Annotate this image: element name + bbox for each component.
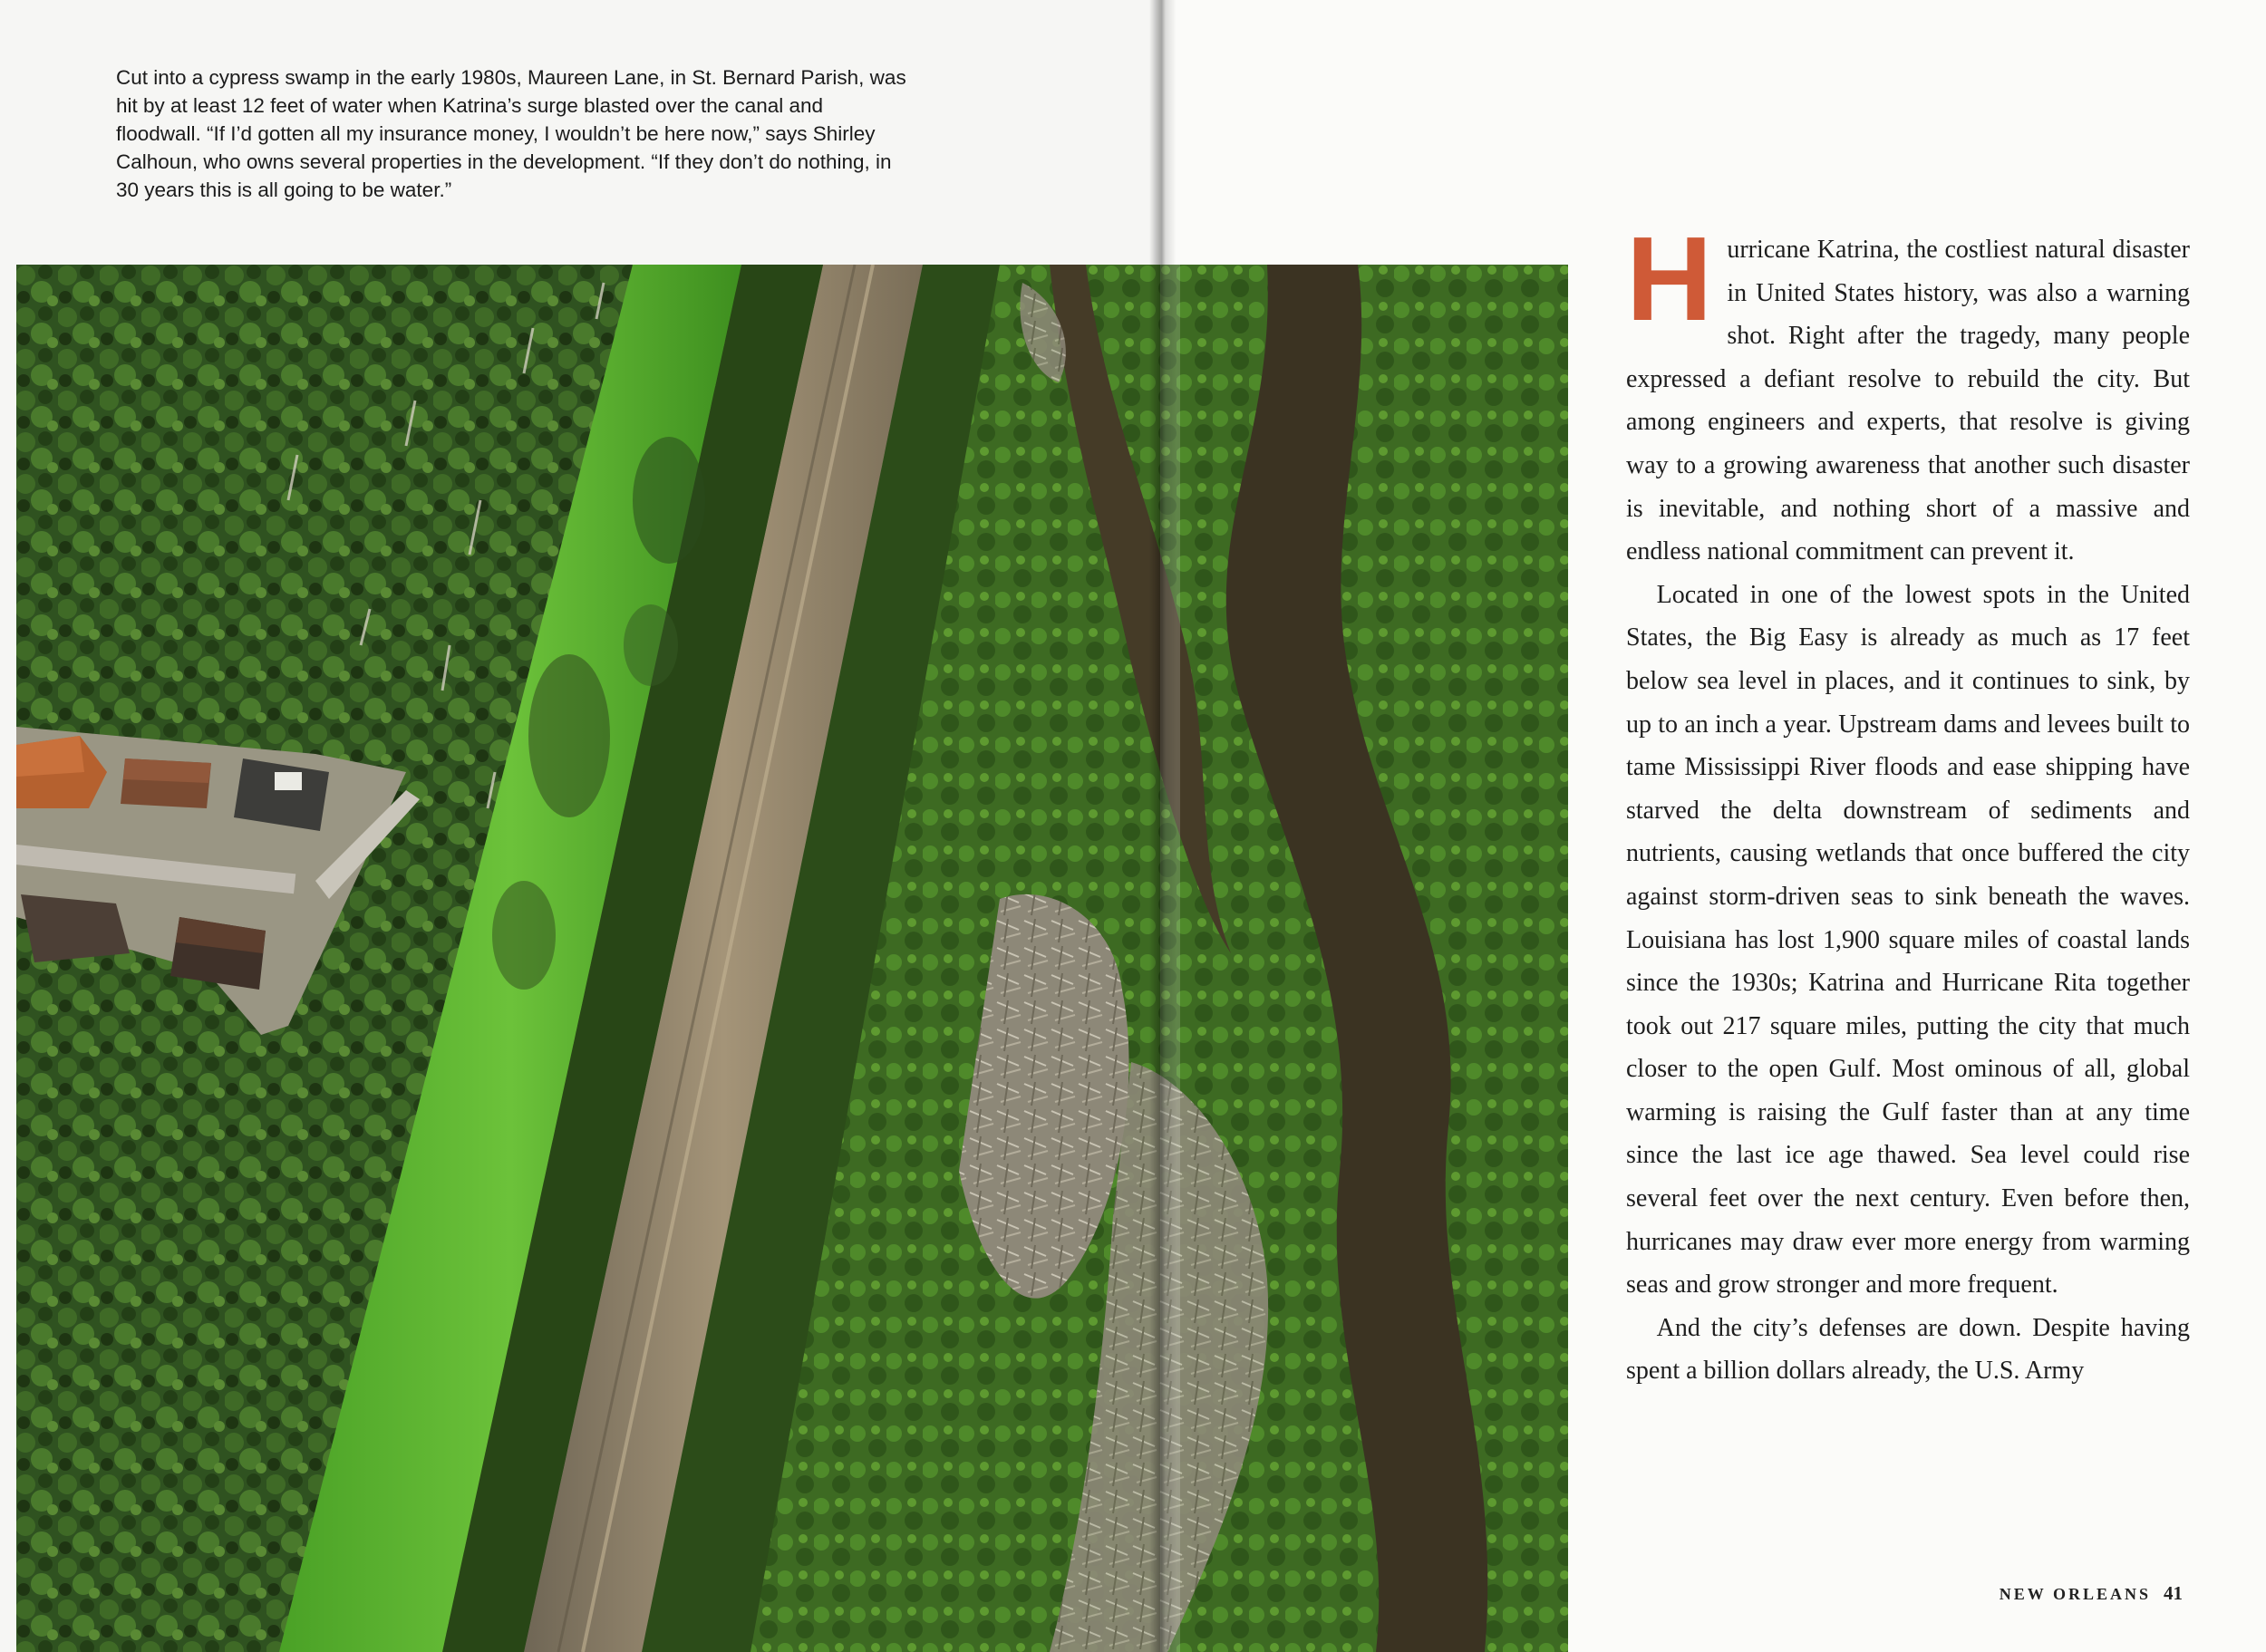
house-4 (21, 894, 130, 962)
drop-cap: H (1626, 212, 1713, 345)
spread-gutter (1149, 0, 1177, 1652)
article-body (1626, 212, 2190, 1393)
photo-caption: Cut into a cypress swamp in the early 1980s, Maureen Lane, in St. Bernard Parish, was hit by at least 12 feet of water when Katrina’s surge blasted over the canal and floodwall. “If I’d gotten all my insurance money, I wouldn’t be here now,” says Shirley Calhoun, who owns several properties in the development. “If they don’t do nothing, in 30 years this is all going to be water.” (116, 66, 906, 201)
page-number: 41 (2164, 1582, 2183, 1604)
article-paragraph-1 (1626, 212, 2190, 574)
folio-section: NEW ORLEANS (1999, 1585, 2151, 1603)
page-folio (2000, 1582, 2183, 1605)
article-paragraph-1-text: urricane Katrina, the costliest natural disaster in United States history, was also a warning shot. Right after the tragedy, many people expressed a defiant resolve to rebuild the city. But among engineers and experts, that resolve is giving way to a growing awareness that another such disaster is inevitable, and nothing short of a massive and endless national commitment can prevent it. (1626, 236, 2190, 566)
article-paragraph-2: Located in one of the lowest spots in the United States, the Big Easy is already as much as 17 feet below sea level in places, and it continues to sink, by up to an inch a year. Upstream dams and levees built to tame Mississippi River floods and ease shipping have starved the delta downstream of sediments and nutrients, causing wetlands that once buffered the city against storm-driven seas to sink beneath the waves. Louisiana has lost 1,900 square miles of coastal lands since the 1930s; Katrina and Hurricane Rita together took out 217 square miles, putting the city that much closer to the open Gulf. Most ominous of all, global warming is raising the Gulf faster than at any time since the last ice age thawed. Sea level could rise several feet over the next century. Even before then, hurricanes may draw ever more energy from warming seas and grow stronger and more frequent. (1626, 580, 2190, 1299)
article-paragraph-3: And the city’s defenses are down. Despite having spent a billion dollars already, the U.S. Army (1626, 1313, 2190, 1386)
house-2 (121, 758, 211, 808)
aerial-photo (16, 265, 1568, 1652)
